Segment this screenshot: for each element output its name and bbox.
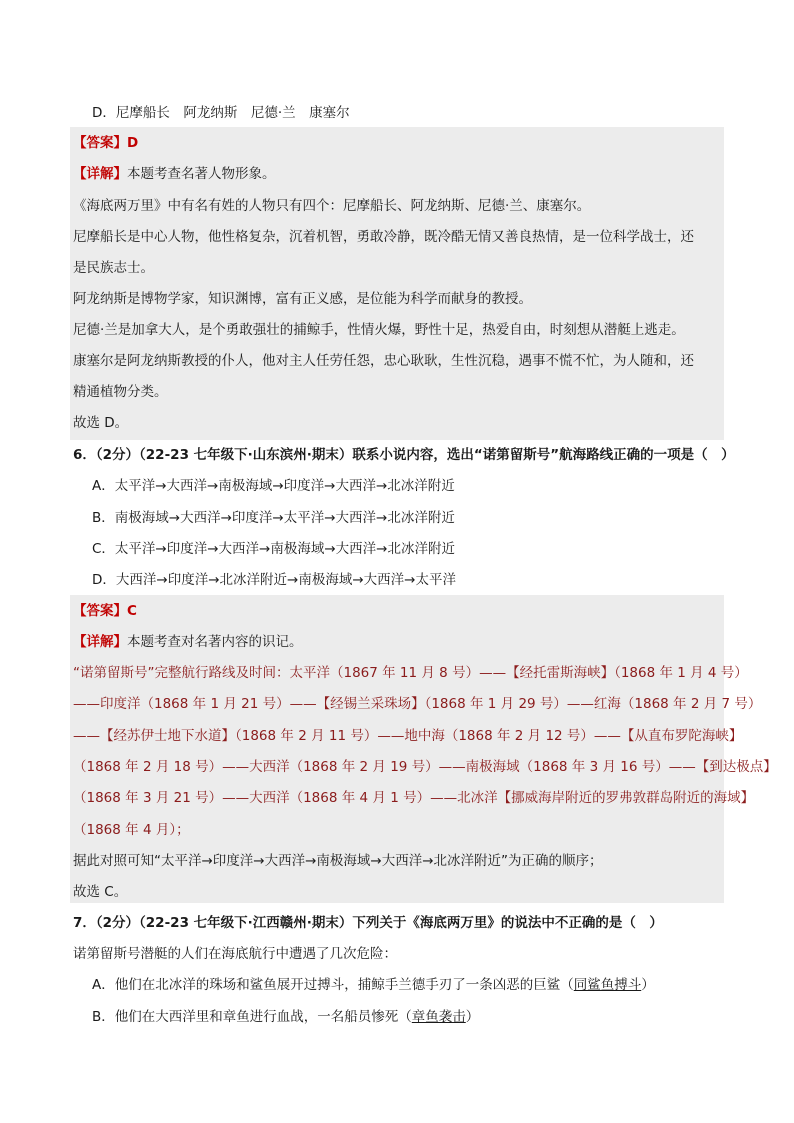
q6-option-b: B．南极海域→大西洋→印度洋→太平洋→大西洋→北冰洋附近 (92, 510, 455, 526)
q7-intro: 诺第留斯号潜艇的人们在海底航行中遭遇了几次危险： (73, 946, 397, 962)
q7-stem: 7．（2分）（22-23 七年级下·江西赣州·期末）下列关于《海底两万里》的说法中不正确的是（ ） (73, 915, 663, 931)
q6-compare-line: 据此对照可知“太平洋→印度洋→大西洋→南极海域→大西洋→北冰洋附近”为正确的顺序； (73, 853, 603, 869)
q5-detail-line: 是民族志士。 (73, 260, 154, 276)
q6-route-line: （1868 年 4 月）； (73, 822, 190, 838)
q6-route-line: ——印度洋（1868 年 1 月 21 号）——【经锡兰采珠场】（1868 年 1 月 29 号）——红海（1868 年 2 月 7 号） (73, 696, 762, 712)
q6-route-line: （1868 年 3 月 21 号）——大西洋（1868 年 4 月 1 号）——北冰洋【挪威海岸附近的罗弗敦群岛附近的海域】 (73, 790, 755, 806)
q6-route-line: （1868 年 2 月 18 号）——大西洋（1868 年 2 月 19 号）——南极海域（1868 年 3 月 16 号）——【到达极点】 (73, 759, 777, 775)
q5-detail: 【详解】本题考查名著人物形象。 (73, 166, 276, 182)
q7-option-b: B．他们在大西洋里和章鱼进行血战，一名船员惨死（章鱼袭击） (92, 1009, 480, 1025)
q5-detail-line: 尼摩船长是中心人物，他性格复杂，沉着机智，勇敢冷静，既冷酷无情又善良热情，是一位科学战士，还 (73, 229, 694, 245)
q6-stem: 6．（2分）（22-23 七年级下·山东滨州·期末）联系小说内容，选出“诺第留斯号”航海路线正确的一项是（ ） (73, 447, 735, 463)
q6-option-c: C．太平洋→印度洋→大西洋→南极海域→大西洋→北冰洋附近 (92, 541, 455, 557)
q5-conclusion: 故选 D。 (73, 415, 129, 431)
q6-route-line: “诺第留斯号”完整航行路线及时间：太平洋（1867 年 11 月 8 号）——【经托雷斯海峡】（1868 年 1 月 4 号） (73, 665, 748, 681)
q6-answer: 【答案】C (73, 603, 137, 619)
q6-option-d: D．大西洋→印度洋→北冰洋附近→南极海域→大西洋→太平洋 (92, 572, 456, 588)
q6-detail: 【详解】本题考查对名著内容的识记。 (73, 634, 303, 650)
q6-conclusion: 故选 C。 (73, 884, 128, 900)
q6-route-line: ——【经苏伊士地下水道】（1868 年 2 月 11 号）——地中海（1868 年 2 月 12 号）——【从直布罗陀海峡】 (73, 728, 743, 744)
q5-detail-line: 《海底两万里》中有名有姓的人物只有四个：尼摩船长、阿龙纳斯、尼德·兰、康塞尔。 (73, 198, 591, 214)
q5-detail-line: 尼德·兰是加拿大人，是个勇敢强壮的捕鲸手，性情火爆，野性十足，热爱自由，时刻想从潜艇上逃走。 (73, 322, 685, 338)
q5-answer: 【答案】D (73, 135, 139, 151)
q5-detail-line: 精通植物分类。 (73, 384, 168, 400)
q5-option-d: D．尼摩船长 阿龙纳斯 尼德·兰 康塞尔 (92, 105, 350, 121)
q5-detail-line: 康塞尔是阿龙纳斯教授的仆人，他对主人任劳任怨，忠心耿耿，生性沉稳，遇事不慌不忙，为人随和，还 (73, 353, 694, 369)
q5-detail-line: 阿龙纳斯是博物学家，知识渊博，富有正义感，是位能为科学而献身的教授。 (73, 291, 532, 307)
q6-option-a: A．太平洋→大西洋→南极海域→印度洋→大西洋→北冰洋附近 (92, 478, 455, 494)
q7-option-a: A．他们在北冰洋的珠场和鲨鱼展开过搏斗，捕鲸手兰德手刃了一条凶恶的巨鲨（同鲨鱼搏斗） (92, 977, 655, 993)
